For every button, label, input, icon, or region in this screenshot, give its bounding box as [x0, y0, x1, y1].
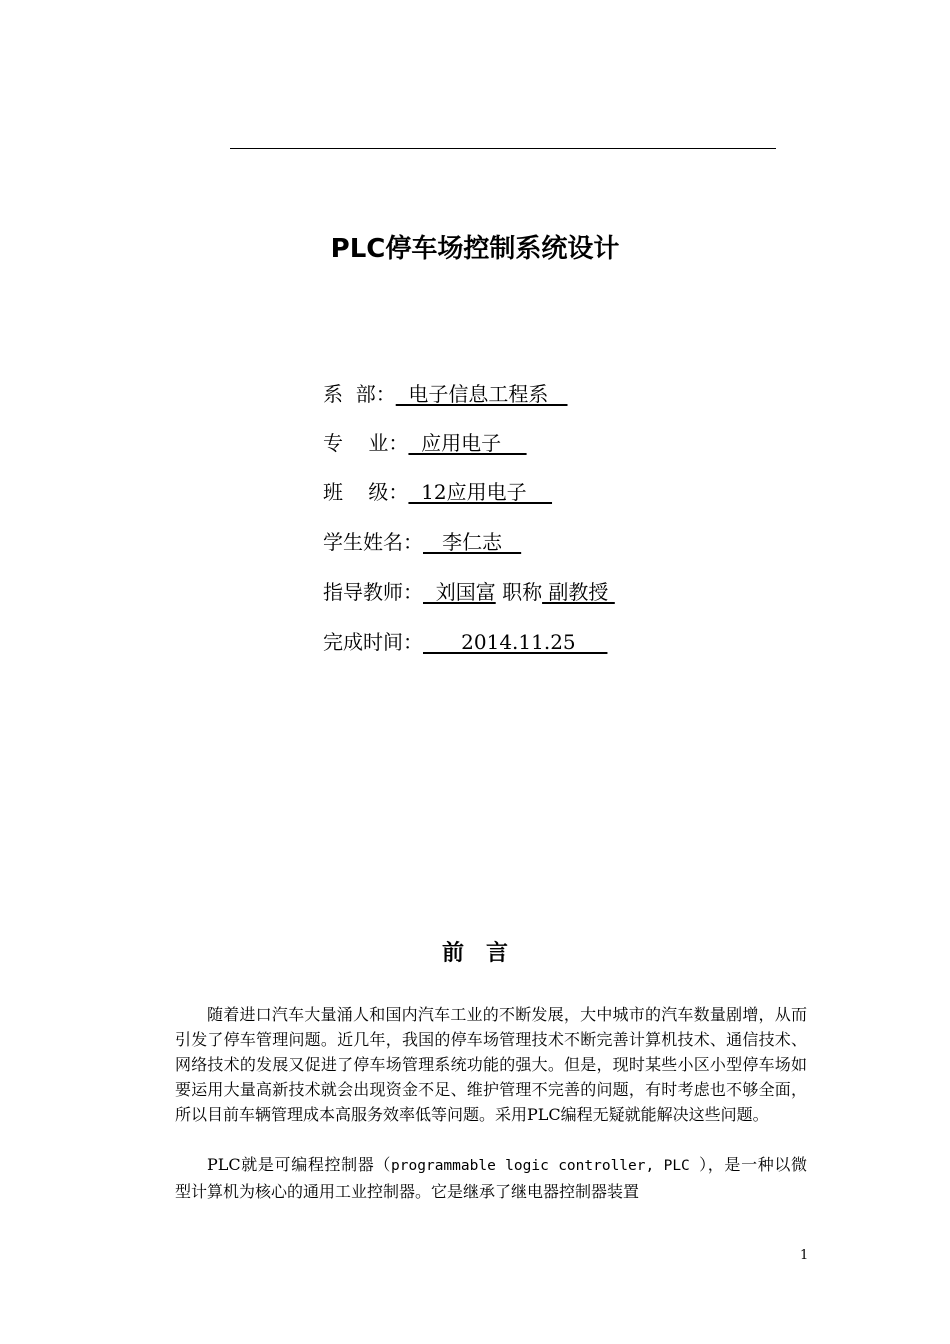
- info-class-row: [323, 480, 552, 504]
- class-value: 12应用电子: [408, 480, 553, 504]
- info-major-row: [323, 431, 527, 455]
- student-value: 李仁志: [423, 530, 522, 554]
- rank-label: 职称: [495, 580, 543, 604]
- preface-heading: 前言: [441, 941, 530, 966]
- p2-end: ），是一种以微型计算机为核心的通用工业控制器。它是继承了继电器控制器装置: [175, 1155, 807, 1201]
- rank-value: 副教授: [542, 580, 615, 604]
- dept-label: 系 部：: [323, 382, 396, 406]
- document-title: PLC停车场控制系统设计: [330, 234, 620, 264]
- info-date-row: [323, 630, 607, 654]
- date-label: 完成时间：: [323, 630, 423, 654]
- preface-paragraph-1: 随着进口汽车大量涌人和国内汽车工业的不断发展，大中城市的汽车数量剧增，从而引发了停车管理问题。近几年，我国的停车场管理技术不断完善计算机技术、通信技术、网络技术的发展又促进了停车场管理系统功能的强大。但是，现时某些小区小型停车场如要运用大量高新技术就会出现资金不足、维护管理不完善的问题，有时考虑也不够全面，所以目前车辆管理成本高服务效率低等问题。采用PLC编程无疑就能解决这些问题。: [175, 1005, 807, 1124]
- preface-paragraph-2: [175, 1152, 807, 1204]
- p2-mono: programmable logic controller, PLC: [391, 1158, 700, 1174]
- p2-start: PLC就是可编程控制器（: [207, 1155, 392, 1174]
- info-advisor-row: [323, 580, 615, 604]
- dept-value: 电子信息工程系: [395, 382, 568, 406]
- info-student-row: [323, 530, 521, 554]
- header-rule: [230, 148, 776, 149]
- advisor-label: 指导教师：: [323, 580, 423, 604]
- page-number: 1: [800, 1248, 809, 1263]
- info-dept-row: [323, 382, 568, 406]
- major-label: 专 业：: [323, 431, 409, 455]
- student-label: 学生姓名：: [323, 530, 423, 554]
- class-label: 班 级：: [323, 480, 409, 504]
- advisor-value: 刘国富: [423, 580, 496, 604]
- date-value: 2014.11.25: [423, 630, 608, 654]
- major-value: 应用电子: [408, 431, 527, 455]
